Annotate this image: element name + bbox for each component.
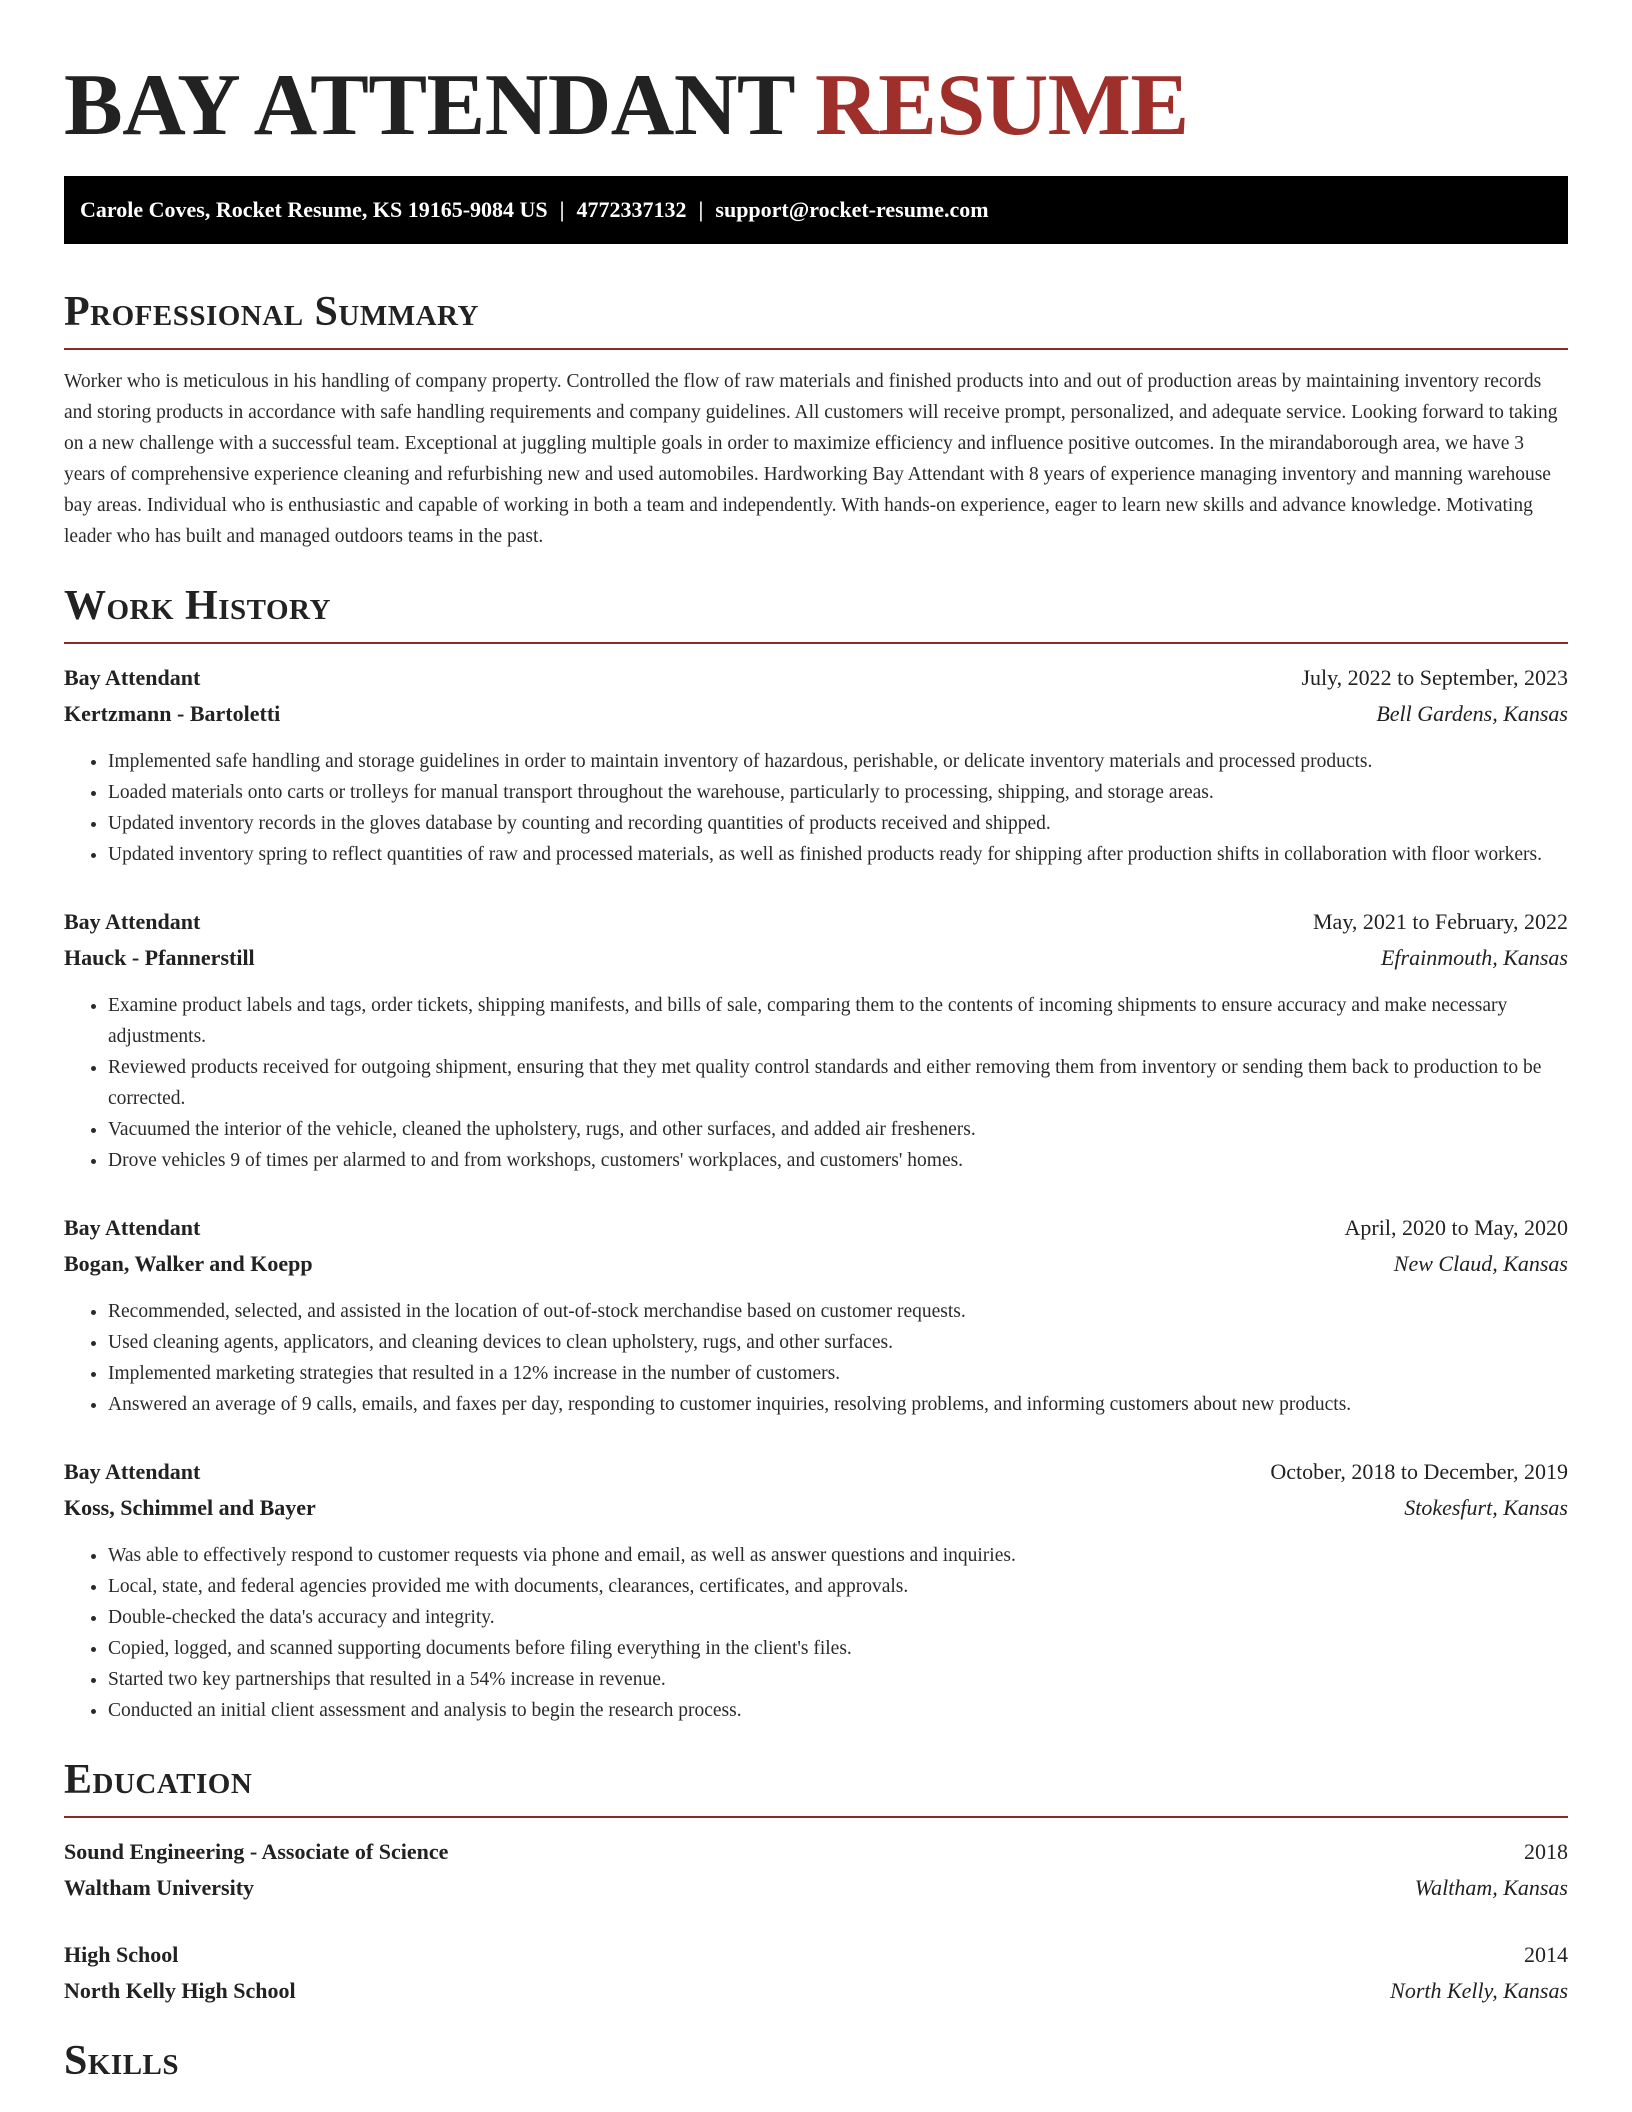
- contact-separator: |: [559, 197, 565, 222]
- section-divider: [64, 348, 1568, 350]
- job-entry: [64, 1454, 1568, 1726]
- job-company: Hauck - Pfannerstill: [64, 945, 255, 970]
- job-bullet: • Loaded materials onto carts or trolleys for manual transport throughout the warehouse, particularly to processing, shipping, and storage areas.: [108, 777, 1568, 808]
- job-location: New Claud, Kansas: [1393, 1251, 1568, 1276]
- skills-section: [64, 2033, 1568, 2089]
- job-location: Bell Gardens, Kansas: [1376, 701, 1568, 726]
- contact-bar: [64, 176, 1568, 244]
- job-bullets: [64, 1296, 1568, 1420]
- education-school-row: [64, 1973, 1568, 2009]
- job-company-row: [64, 940, 1568, 976]
- job-title-row: [64, 660, 1568, 696]
- resume-page: [64, 0, 1568, 2089]
- job-bullet: • Recommended, selected, and assisted in the location of out-of-stock merchandise based on customer requests.: [108, 1296, 1568, 1327]
- job-bullet: • Conducted an initial client assessment and analysis to begin the research process.: [108, 1695, 1568, 1726]
- job-title: Bay Attendant: [64, 909, 201, 934]
- job-bullet: • Updated inventory records in the gloves database by counting and recording quantities of products received and shipped.: [108, 808, 1568, 839]
- job-dates: May, 2021 to February, 2022: [1313, 909, 1568, 934]
- job-title-row: [64, 904, 1568, 940]
- title-main: BAY ATTENDANT: [64, 57, 794, 154]
- job-company: Bogan, Walker and Koepp: [64, 1251, 313, 1276]
- education-heading: Education: [64, 1757, 253, 1803]
- job-title: Bay Attendant: [64, 1215, 201, 1240]
- education-school: North Kelly High School: [64, 1978, 296, 2003]
- job-company: Kertzmann - Bartoletti: [64, 701, 281, 726]
- work-history-section: [64, 578, 1568, 1726]
- job-dates: October, 2018 to December, 2019: [1270, 1459, 1568, 1484]
- job-dates: July, 2022 to September, 2023: [1301, 665, 1568, 690]
- job-company-row: [64, 1490, 1568, 1526]
- job-company-row: [64, 696, 1568, 732]
- job-bullet: • Was able to effectively respond to customer requests via phone and email, as well as answer questions and inquiries.: [108, 1540, 1568, 1571]
- education-degree: High School: [64, 1942, 179, 1967]
- job-bullet: • Reviewed products received for outgoing shipment, ensuring that they met quality control standards and either removing them from inventory or sending them back to production to be corrected.: [108, 1052, 1568, 1114]
- job-title-row: [64, 1210, 1568, 1246]
- education-location: Waltham, Kansas: [1414, 1875, 1568, 1900]
- job-bullet: • Implemented marketing strategies that resulted in a 12% increase in the number of customers.: [108, 1358, 1568, 1389]
- job-bullet: • Examine product labels and tags, order tickets, shipping manifests, and bills of sale, comparing them to the contents of incoming shipments to ensure accuracy and make necessary adjustments.: [108, 990, 1568, 1052]
- job-bullet: • Copied, logged, and scanned supporting documents before filing everything in the client's files.: [108, 1633, 1568, 1664]
- contact-email: support@rocket-resume.com: [715, 197, 989, 222]
- title-accent: RESUME: [815, 57, 1189, 154]
- summary-text: Worker who is meticulous in his handling of company property. Controlled the flow of raw materials and finished products into and out of production areas by maintaining inventory records and storing products in accordance with safe handling requirements and company guidelines. All customers will receive prompt, personalized, and adequate service. Looking forward to taking on a new challenge with a successful team. Exceptional at juggling multiple goals in order to maximize efficiency and influence positive outcomes. In the mirandaborough area, we have 3 years of comprehensive experience cleaning and refurbishing new and used automobiles. Hardworking Bay Attendant with 8 years of experience managing inventory and manning warehouse bay areas. Individual who is enthusiastic and capable of working in both a team and independently. With hands-on experience, eager to learn new skills and advance knowledge. Motivating leader who has built and managed outdoors teams in the past.: [64, 371, 1558, 547]
- job-entry: [64, 660, 1568, 870]
- summary-section: [64, 284, 1568, 552]
- job-location: Efrainmouth, Kansas: [1380, 945, 1568, 970]
- work-history-heading: Work History: [64, 583, 331, 629]
- education-year: 2018: [1524, 1839, 1568, 1864]
- section-divider: [64, 642, 1568, 644]
- job-bullet: • Answered an average of 9 calls, emails, and faxes per day, responding to customer inquiries, resolving problems, and informing customers about new products.: [108, 1389, 1568, 1420]
- education-school: Waltham University: [64, 1875, 255, 1900]
- section-divider: [64, 1816, 1568, 1818]
- education-location: North Kelly, Kansas: [1390, 1978, 1568, 2003]
- education-degree: Sound Engineering - Associate of Science: [64, 1839, 449, 1864]
- job-company-row: [64, 1246, 1568, 1282]
- contact-separator: |: [698, 197, 704, 222]
- job-bullet: • Vacuumed the interior of the vehicle, cleaned the upholstery, rugs, and other surfaces, and added air fresheners.: [108, 1114, 1568, 1145]
- job-entry: [64, 1210, 1568, 1420]
- job-bullet: • Used cleaning agents, applicators, and cleaning devices to clean upholstery, rugs, and other surfaces.: [108, 1327, 1568, 1358]
- job-bullet: • Local, state, and federal agencies provided me with documents, clearances, certificates, and approvals.: [108, 1571, 1568, 1602]
- education-entry: [64, 1937, 1568, 2009]
- education-section: [64, 1752, 1568, 2009]
- job-bullet: • Implemented safe handling and storage guidelines in order to maintain inventory of hazardous, perishable, or delicate inventory materials and processed products.: [108, 746, 1568, 777]
- job-dates: April, 2020 to May, 2020: [1344, 1215, 1568, 1240]
- education-degree-row: [64, 1834, 1568, 1870]
- education-entry: [64, 1834, 1568, 1906]
- job-bullets: [64, 746, 1568, 870]
- summary-heading: Professional Summary: [64, 289, 479, 335]
- job-title: Bay Attendant: [64, 665, 201, 690]
- contact-address: Carole Coves, Rocket Resume, KS 19165-9084 US: [80, 197, 548, 222]
- education-school-row: [64, 1870, 1568, 1906]
- job-bullet: • Updated inventory spring to reflect quantities of raw and processed materials, as well as finished products ready for shipping after production shifts in collaboration with floor workers.: [108, 839, 1568, 870]
- job-bullets: [64, 1540, 1568, 1726]
- job-entry: [64, 904, 1568, 1176]
- job-bullet: • Drove vehicles 9 of times per alarmed to and from workshops, customers' workplaces, and customers' homes.: [108, 1145, 1568, 1176]
- job-title-row: [64, 1454, 1568, 1490]
- skills-heading: Skills: [64, 2038, 180, 2084]
- job-bullet: • Double-checked the data's accuracy and integrity.: [108, 1602, 1568, 1633]
- resume-title: [64, 0, 1568, 156]
- job-bullets: [64, 990, 1568, 1176]
- job-location: Stokesfurt, Kansas: [1404, 1495, 1568, 1520]
- job-title: Bay Attendant: [64, 1459, 201, 1484]
- job-company: Koss, Schimmel and Bayer: [64, 1495, 316, 1520]
- job-bullet: • Started two key partnerships that resulted in a 54% increase in revenue.: [108, 1664, 1568, 1695]
- contact-phone: 4772337132: [576, 197, 687, 222]
- education-year: 2014: [1524, 1942, 1568, 1967]
- education-degree-row: [64, 1937, 1568, 1973]
